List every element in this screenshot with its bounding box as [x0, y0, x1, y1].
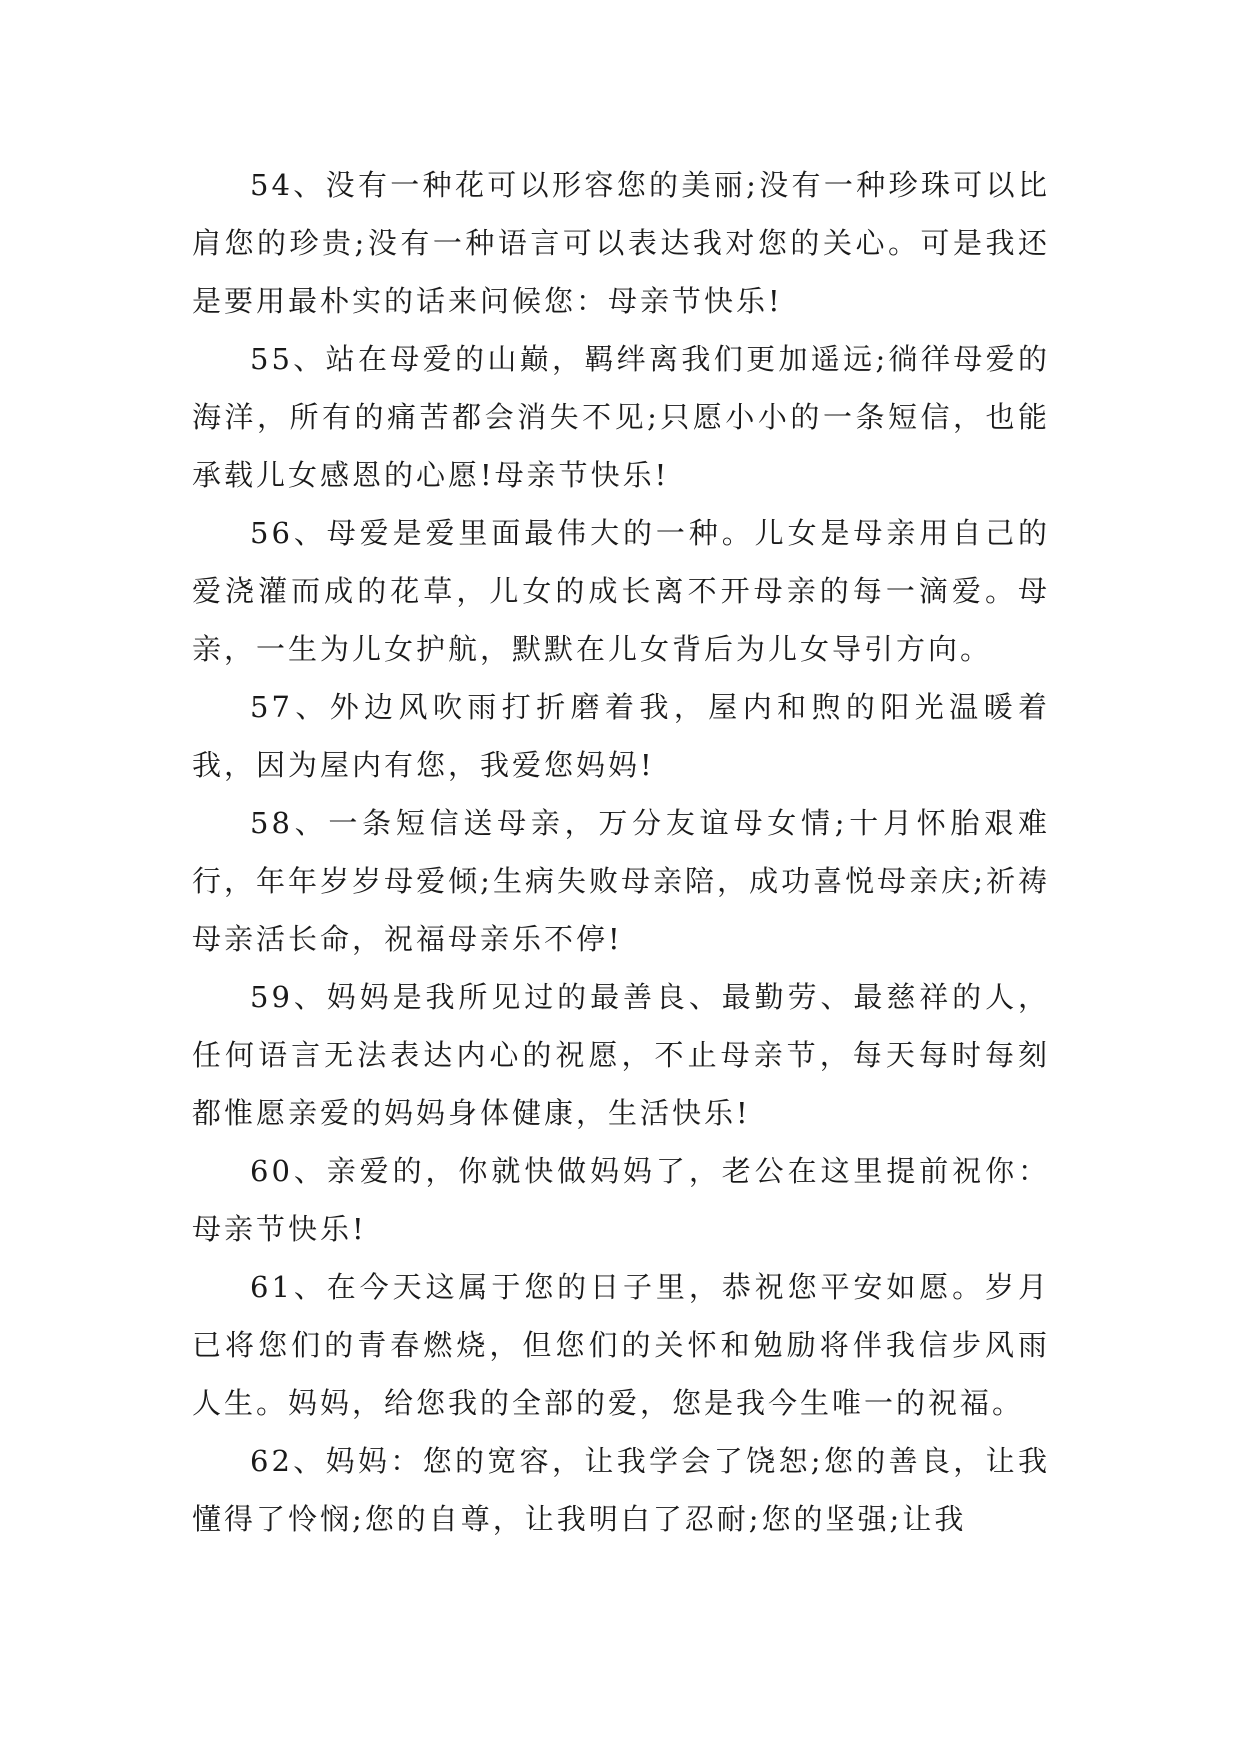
- paragraph-61: 61、在今天这属于您的日子里，恭祝您平安如愿。岁月已将您们的青春燃烧，但您们的关怀和勉励将伴我信步风雨人生。妈妈，给您我的全部的爱，您是我今生唯一的祝福。: [192, 1270, 1050, 1420]
- paragraph-54: 54、没有一种花可以形容您的美丽;没有一种珍珠可以比肩您的珍贵;没有一种语言可以表达我对您的关心。可是我还是要用最朴实的话来问候您：母亲节快乐!: [192, 168, 1050, 318]
- document-body: [192, 156, 1050, 1548]
- paragraph-60: 60、亲爱的，你就快做妈妈了，老公在这里提前祝你：母亲节快乐!: [192, 1154, 1050, 1246]
- paragraph-55: 55、站在母爱的山巅，羁绊离我们更加遥远;徜徉母爱的海洋，所有的痛苦都会消失不见;只愿小小的一条短信，也能承载儿女感恩的心愿!母亲节快乐!: [192, 342, 1050, 492]
- paragraph-58: 58、一条短信送母亲，万分友谊母女情;十月怀胎艰难行，年年岁岁母爱倾;生病失败母亲陪，成功喜悦母亲庆;祈祷母亲活长命，祝福母亲乐不停!: [192, 806, 1050, 956]
- paragraph-56: 56、母爱是爱里面最伟大的一种。儿女是母亲用自己的爱浇灌而成的花草，儿女的成长离不开母亲的每一滴爱。母亲，一生为儿女护航，默默在儿女背后为儿女导引方向。: [192, 516, 1050, 666]
- paragraph-57: 57、外边风吹雨打折磨着我，屋内和煦的阳光温暖着我，因为屋内有您，我爱您妈妈!: [192, 690, 1050, 782]
- paragraph-62: 62、妈妈：您的宽容，让我学会了饶恕;您的善良，让我懂得了怜悯;您的自尊，让我明白了忍耐;您的坚强;让我: [192, 1444, 1050, 1536]
- paragraph-59: 59、妈妈是我所见过的最善良、最勤劳、最慈祥的人，任何语言无法表达内心的祝愿，不止母亲节，每天每时每刻都惟愿亲爱的妈妈身体健康，生活快乐!: [192, 980, 1050, 1130]
